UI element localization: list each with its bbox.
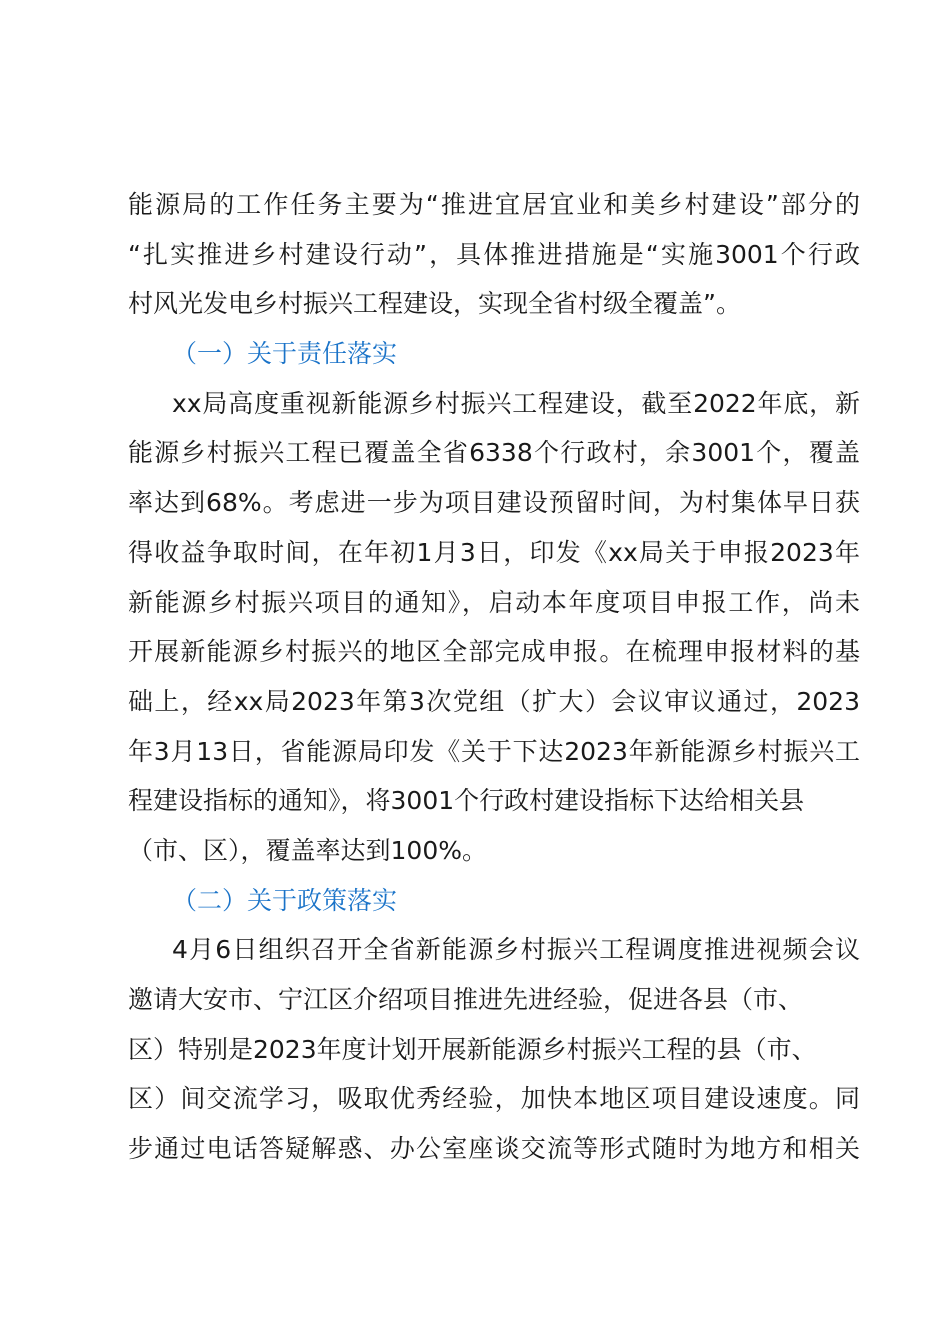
paragraph-line: 率达到68%。考虑进一步为项目建设预留时间，为村集体早日获 <box>128 488 860 518</box>
paragraph-line: “扎实推进乡村建设行动”，具体推进措施是“实施3001个行政 <box>128 239 860 269</box>
paragraph-line: 程建设指标的通知》，将3001个行政村建设指标下达给相关县 <box>128 786 805 816</box>
paragraph-line: 得收益争取时间，在年初1月3日，印发《xx局关于申报2023年 <box>128 537 860 567</box>
paragraph-line: 能源乡村振兴工程已覆盖全省6338个行政村，余3001个，覆盖 <box>128 438 860 468</box>
paragraph-line: 础上，经xx局2023年第3次党组（扩大）会议审议通过，2023 <box>128 686 860 716</box>
paragraph-line: 区）特别是2023年度计划开展新能源乡村振兴工程的县（市、 <box>128 1034 817 1064</box>
section-heading-responsibility: （一）关于责任落实 <box>172 339 398 369</box>
paragraph-line: 开展新能源乡村振兴的地区全部完成申报。在梳理申报材料的基 <box>128 637 860 667</box>
paragraph-line: 村风光发电乡村振兴工程建设，实现全省村级全覆盖”。 <box>128 289 741 319</box>
paragraph-line: xx局高度重视新能源乡村振兴工程建设，截至2022年底，新 <box>172 388 860 418</box>
paragraph-line: （市、区），覆盖率达到100%。 <box>128 835 487 865</box>
paragraph-line: 新能源乡村振兴项目的通知》，启动本年度项目申报工作，尚未 <box>128 587 860 617</box>
section-heading-policy: （二）关于政策落实 <box>172 885 398 915</box>
paragraph-line: 年3月13日，省能源局印发《关于下达2023年新能源乡村振兴工 <box>128 736 860 766</box>
paragraph-line: 能源局的工作任务主要为“推进宜居宜业和美乡村建设”部分的 <box>128 190 860 219</box>
document-body <box>128 180 860 1174</box>
paragraph-line: 4月6日组织召开全省新能源乡村振兴工程调度推进视频会议 <box>172 935 860 965</box>
paragraph-line: 区）间交流学习，吸取优秀经验，加快本地区项目建设速度。同 <box>128 1084 860 1114</box>
paragraph-line: 步通过电话答疑解惑、办公室座谈交流等形式随时为地方和相关 <box>128 1134 860 1164</box>
paragraph-line: 邀请大安市、宁江区介绍项目推进先进经验，促进各县（市、 <box>128 985 804 1014</box>
